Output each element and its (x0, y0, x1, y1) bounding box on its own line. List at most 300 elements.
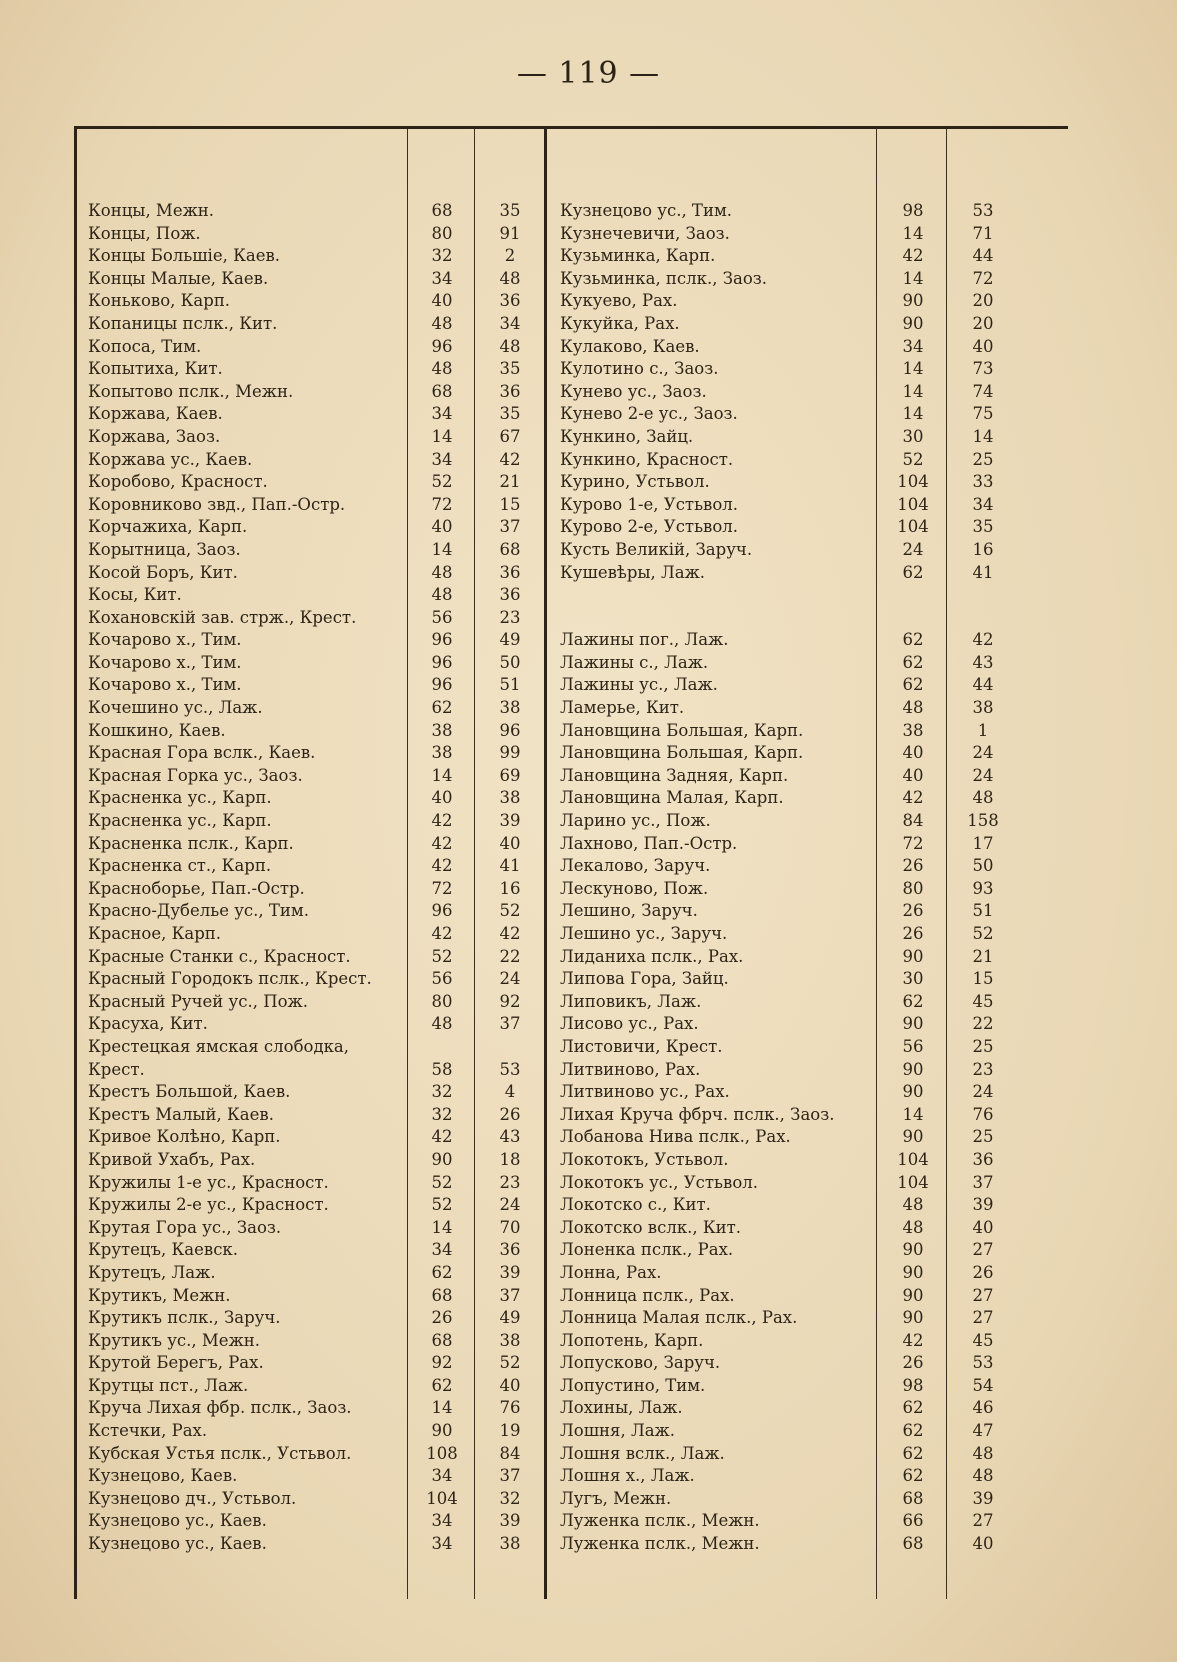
column-value-b: 40 (499, 1375, 521, 1395)
table-row (558, 1262, 1018, 1285)
column-value-b: 45 (972, 991, 994, 1011)
place-name: Коровниково звд., Пап.-Остр. (88, 494, 346, 514)
place-name: Курово 2-е, Устьвол. (560, 517, 738, 537)
place-name: Лановщина Задняя, Карп. (560, 765, 789, 785)
place-name: Красный Ручей ус., Пож. (88, 991, 308, 1011)
column-value-b: 40 (499, 833, 521, 853)
place-name: Липова Гора, Зайц. (560, 969, 729, 989)
column-value-a: 40 (902, 743, 924, 763)
column-value-b: 42 (499, 924, 521, 943)
column-value-a: 40 (431, 788, 453, 808)
place-name: Лошня х., Лаж. (560, 1466, 695, 1486)
column-value-b: 50 (499, 652, 521, 672)
table-row (86, 584, 545, 607)
column-value-a: 52 (431, 472, 453, 492)
place-name: Концы Малые, Каев. (88, 268, 269, 288)
place-name: Крутецъ, Лаж. (88, 1262, 216, 1282)
column-value-a: 26 (431, 1308, 453, 1328)
place-name: Лешино ус., Заруч. (560, 924, 728, 943)
table-row (558, 697, 1018, 720)
table-row (86, 1285, 545, 1308)
place-name: Локотокъ, Устьвол. (560, 1149, 729, 1169)
table-row (558, 1307, 1018, 1330)
column-value-a: 56 (431, 607, 453, 627)
table-row (86, 1194, 545, 1217)
column-value-a: 62 (902, 1421, 924, 1441)
column-value-b: 68 (499, 539, 521, 559)
column-value-b: 40 (972, 336, 994, 356)
place-name: Лонница пслк., Рах. (560, 1285, 735, 1305)
column-value-a: 34 (431, 1466, 453, 1486)
place-name: Коньково, Карп. (88, 291, 231, 311)
column-value-b: 72 (972, 268, 994, 288)
table-row (558, 1059, 1018, 1082)
table-border-left (74, 129, 77, 1599)
column-value-b: 38 (499, 698, 521, 718)
column-value-b: 49 (499, 630, 521, 650)
table-row (558, 787, 1018, 810)
table-row (86, 1488, 545, 1511)
column-value-b: 34 (499, 313, 521, 333)
table-row (86, 1375, 545, 1398)
column-value-b: 25 (972, 449, 994, 469)
table-row (86, 787, 545, 810)
column-value-b: 43 (499, 1127, 521, 1147)
column-value-b: 38 (499, 1534, 521, 1554)
column-value-a: 62 (431, 1375, 453, 1395)
place-name: Коржава, Заоз. (88, 426, 221, 446)
place-name: Красный Городокъ пслк., Крест. (88, 969, 372, 989)
column-value-a: 34 (431, 1240, 453, 1260)
column-value-b: 36 (499, 291, 521, 311)
table-row (86, 494, 545, 517)
column-value-b: 48 (972, 1466, 994, 1486)
column-value-a: 66 (902, 1511, 924, 1531)
place-name (558, 607, 878, 630)
place-name: Красноборье, Пап.-Остр. (88, 878, 305, 898)
table-row (86, 1081, 545, 1104)
column-value-a: 108 (426, 1443, 458, 1463)
place-name: Круча Лихая фбр. пслк., Заоз. (88, 1398, 352, 1418)
place-name: Луженка пслк., Межн. (560, 1534, 760, 1554)
table-row (86, 1104, 545, 1127)
table-row (558, 1036, 1018, 1059)
column-value-b: 37 (499, 1285, 521, 1305)
place-name: Красно-Дубелье ус., Тим. (88, 901, 309, 921)
place-name: Крестецкая ямская слободка, (88, 1036, 350, 1056)
column-value-b: 42 (972, 630, 994, 650)
column-value-a: 90 (902, 1082, 924, 1102)
column-value-a: 84 (902, 811, 924, 831)
place-name: Красненка ст., Карп. (88, 856, 272, 876)
place-name: Лоненка пслк., Рах. (560, 1240, 734, 1260)
place-name: Кузнечевичи, Заоз. (560, 223, 730, 243)
table-row (558, 562, 1018, 585)
place-name: Крест. (88, 1059, 145, 1079)
column-value-b: 36 (972, 1149, 994, 1169)
column-value-a: 72 (431, 494, 453, 514)
place-name: Лановщина Большая, Карп. (560, 720, 804, 740)
table-row (558, 426, 1018, 449)
column-value-a: 90 (902, 1127, 924, 1147)
column-value-a: 96 (431, 675, 453, 695)
column-value-a: 26 (902, 856, 924, 876)
column-value-a: 30 (902, 426, 924, 446)
column-value-a: 32 (431, 1082, 453, 1102)
place-name: Кунево 2-е ус., Заоз. (560, 404, 738, 424)
column-value-a: 90 (431, 1421, 453, 1441)
column-value-a: 62 (902, 652, 924, 672)
column-value-b: 73 (972, 359, 994, 379)
table-row (558, 1330, 1018, 1353)
place-name: Красные Станки с., Красност. (88, 946, 351, 966)
column-value-b: 27 (972, 1240, 994, 1260)
column-value-a: 62 (902, 630, 924, 650)
column-value-b: 33 (972, 472, 994, 492)
place-name: Локотокъ ус., Устьвол. (560, 1172, 758, 1192)
column-value-b: 21 (972, 946, 994, 966)
table-row (86, 1172, 545, 1195)
right-column (558, 200, 1018, 1556)
table-row (86, 426, 545, 449)
table-row (86, 652, 545, 675)
table-row (86, 1126, 545, 1149)
place-name: Лиданиха пслк., Рах. (560, 946, 744, 966)
place-name: Кункино, Красност. (560, 449, 734, 469)
place-name: Концы, Межн. (88, 201, 215, 220)
place-name: Корчажиха, Карп. (88, 517, 248, 537)
table-row (86, 855, 545, 878)
column-value-b: 93 (972, 878, 994, 898)
place-name: Крутикъ, Межн. (88, 1285, 231, 1305)
table-row (86, 968, 545, 991)
column-value-a: 58 (431, 1059, 453, 1079)
column-value-b: 99 (499, 743, 521, 763)
column-value-a: 62 (902, 675, 924, 695)
place-name: Красненка ус., Карп. (88, 788, 272, 808)
column-value-b: 37 (972, 1172, 994, 1192)
column-value-b: 16 (972, 539, 994, 559)
column-value-b: 75 (972, 404, 994, 424)
place-name: Лопусково, Заруч. (560, 1353, 721, 1373)
table-row (86, 923, 545, 946)
column-value-a (409, 1036, 475, 1059)
table-row (558, 449, 1018, 472)
column-value-a: 48 (902, 698, 924, 718)
place-name: Лугъ, Межн. (560, 1488, 672, 1508)
column-value-b: 22 (499, 946, 521, 966)
column-value-b: 35 (499, 359, 521, 379)
table-row (558, 1375, 1018, 1398)
table-row (86, 245, 545, 268)
column-value-a: 52 (431, 946, 453, 966)
place-name: Коржава ус., Каев. (88, 449, 253, 469)
table-row (86, 1352, 545, 1375)
table-row (558, 200, 1018, 223)
place-name: Кружилы 1-е ус., Красност. (88, 1172, 329, 1192)
place-name: Лошня, Лаж. (560, 1421, 675, 1441)
column-value-a: 90 (902, 946, 924, 966)
column-value-a: 90 (902, 313, 924, 333)
column-value-b: 27 (972, 1511, 994, 1531)
column-value-b: 54 (972, 1375, 994, 1395)
column-value-b: 53 (499, 1059, 521, 1079)
column-value-b: 76 (972, 1104, 994, 1124)
column-value-b: 46 (972, 1398, 994, 1418)
table-row (558, 1420, 1018, 1443)
column-value-a: 14 (902, 404, 924, 424)
table-row (558, 313, 1018, 336)
table-row (86, 381, 545, 404)
table-row (86, 562, 545, 585)
column-value-b: 52 (499, 901, 521, 921)
column-value-b (948, 607, 1018, 630)
table-row (558, 765, 1018, 788)
column-value-a: 34 (431, 268, 453, 288)
column-value-a: 32 (431, 1104, 453, 1124)
column-value-b: 48 (499, 336, 521, 356)
column-value-b: 20 (972, 291, 994, 311)
column-value-b: 69 (499, 765, 521, 785)
table-row (558, 674, 1018, 697)
column-value-b: 2 (504, 246, 516, 266)
table-row (558, 1352, 1018, 1375)
place-name: Кружилы 2-е ус., Красност. (88, 1195, 329, 1215)
column-value-b: 39 (972, 1195, 994, 1215)
column-value-a: 40 (902, 765, 924, 785)
column-value-a: 48 (902, 1217, 924, 1237)
place-name: Кошкино, Каев. (88, 720, 226, 740)
column-value-a: 62 (902, 991, 924, 1011)
place-name: Красненка ус., Карп. (88, 811, 272, 831)
column-value-a: 56 (431, 969, 453, 989)
column-value-a: 34 (431, 449, 453, 469)
column-value-b: 32 (499, 1488, 521, 1508)
column-value-a: 96 (431, 901, 453, 921)
column-value-b: 25 (972, 1127, 994, 1147)
column-value-b: 44 (972, 675, 994, 695)
table-row (86, 742, 545, 765)
column-value-a: 34 (431, 404, 453, 424)
place-name: Кузнецово, Каев. (88, 1466, 238, 1486)
place-name: Копоса, Тим. (88, 336, 202, 356)
column-value-b: 40 (972, 1217, 994, 1237)
table-row (558, 742, 1018, 765)
column-value-a: 104 (897, 472, 929, 492)
place-name: Курино, Устьвол. (560, 472, 710, 492)
place-name: Коржава, Каев. (88, 404, 223, 424)
table-row (558, 290, 1018, 313)
place-name: Кункино, Зайц. (560, 426, 694, 446)
table-row (86, 471, 545, 494)
table-row (558, 268, 1018, 291)
column-value-b: 158 (967, 811, 999, 831)
place-name: Концы, Пож. (88, 223, 201, 243)
table-row (558, 1081, 1018, 1104)
column-value-a: 68 (431, 1330, 453, 1350)
column-value-b: 23 (499, 1172, 521, 1192)
place-name: Курово 1-е, Устьвол. (560, 494, 738, 514)
column-value-b: 37 (499, 1466, 521, 1486)
place-name: Липовикъ, Лаж. (560, 991, 702, 1011)
column-value-b: 48 (972, 1443, 994, 1463)
column-value-b: 36 (499, 1240, 521, 1260)
column-value-a: 48 (431, 359, 453, 379)
place-name: Лобанова Нива пслк., Рах. (560, 1127, 791, 1147)
place-name: Кусть Великій, Заруч. (560, 539, 753, 559)
column-value-a: 52 (902, 449, 924, 469)
column-value-a: 104 (897, 1172, 929, 1192)
table-row (86, 1465, 545, 1488)
table-row (86, 991, 545, 1014)
column-value-b: 51 (499, 675, 521, 695)
column-value-b: 40 (972, 1534, 994, 1554)
column-value-a: 48 (431, 1014, 453, 1034)
table-row (558, 991, 1018, 1014)
column-value-a: 90 (902, 1285, 924, 1305)
column-value-a: 98 (902, 201, 924, 220)
place-name: Косы, Кит. (88, 585, 182, 605)
column-value-a (878, 607, 948, 630)
column-value-a: 48 (431, 313, 453, 333)
column-value-a: 62 (902, 1443, 924, 1463)
column-value-a: 80 (431, 223, 453, 243)
column-value-a: 48 (431, 585, 453, 605)
column-value-a: 90 (902, 291, 924, 311)
column-value-b: 48 (972, 788, 994, 808)
table-row (86, 1059, 545, 1082)
place-name: Лонна, Рах. (560, 1262, 662, 1282)
column-value-a: 38 (431, 720, 453, 740)
column-value-a: 92 (431, 1353, 453, 1373)
table-row (86, 1443, 545, 1466)
table-row (86, 200, 545, 223)
place-name: Локотско с., Кит. (560, 1195, 711, 1215)
place-name: Красное, Карп. (88, 924, 222, 943)
table-row (558, 1239, 1018, 1262)
place-name (558, 584, 878, 607)
column-value-a: 104 (897, 517, 929, 537)
place-name: Кузьминка, Карп. (560, 246, 716, 266)
column-value-a: 90 (902, 1262, 924, 1282)
place-name: Кохановскій зав. стрж., Крест. (88, 607, 357, 627)
place-name: Лажины ус., Лаж. (560, 675, 718, 695)
column-value-a: 104 (426, 1488, 458, 1508)
column-value-a: 42 (902, 246, 924, 266)
place-name: Корытница, Заоз. (88, 539, 241, 559)
place-name: Крутикъ пслк., Заруч. (88, 1308, 281, 1328)
column-value-a: 80 (902, 878, 924, 898)
table-row (558, 539, 1018, 562)
table-row (86, 1036, 545, 1059)
column-value-b: 39 (499, 1262, 521, 1282)
column-value-a: 14 (902, 381, 924, 401)
column-value-a: 48 (431, 562, 453, 582)
column-value-a: 42 (431, 924, 453, 943)
column-value-a: 42 (431, 811, 453, 831)
column-value-a: 52 (431, 1195, 453, 1215)
column-value-b: 4 (504, 1082, 516, 1102)
column-value-a: 62 (902, 562, 924, 582)
column-value-b: 45 (972, 1330, 994, 1350)
place-name: Крутцы пст., Лаж. (88, 1375, 249, 1395)
place-name: Кстечки, Рах. (88, 1421, 208, 1441)
table-row (558, 1126, 1018, 1149)
table-row (86, 810, 545, 833)
place-name: Кубская Устья пслк., Устьвол. (88, 1443, 352, 1463)
table-row (86, 1307, 545, 1330)
table-row (86, 833, 545, 856)
column-value-a: 30 (902, 969, 924, 989)
column-value-a: 68 (431, 1285, 453, 1305)
table-row (558, 1013, 1018, 1036)
place-name: Кулаково, Каев. (560, 336, 700, 356)
column-value-a: 90 (902, 1240, 924, 1260)
column-value-b: 24 (499, 969, 521, 989)
table-row (558, 968, 1018, 991)
place-name: Кочарово х., Тим. (88, 652, 242, 672)
place-name: Ларино ус., Пож. (560, 811, 711, 831)
place-name: Кукуево, Рах. (560, 291, 678, 311)
place-name: Кочарово х., Тим. (88, 630, 242, 650)
column-value-b: 35 (499, 404, 521, 424)
table-row (86, 1420, 545, 1443)
place-name: Крутой Берегъ, Рах. (88, 1353, 264, 1373)
column-value-b: 84 (499, 1443, 521, 1463)
table-row (558, 878, 1018, 901)
column-value-a: 90 (902, 1308, 924, 1328)
column-value-b: 71 (972, 223, 994, 243)
table-row (558, 1510, 1018, 1533)
column-value-a: 38 (431, 743, 453, 763)
table-row (86, 358, 545, 381)
table-row (86, 1330, 545, 1353)
column-value-a: 72 (431, 878, 453, 898)
column-value-a: 96 (431, 652, 453, 672)
column-value-b: 91 (499, 223, 521, 243)
place-name: Лохины, Лаж. (560, 1398, 683, 1418)
table-row (86, 878, 545, 901)
place-name: Кузнецово дч., Устьвол. (88, 1488, 297, 1508)
column-value-b: 38 (499, 1330, 521, 1350)
column-value-b: 96 (499, 720, 521, 740)
column-value-a: 40 (431, 291, 453, 311)
place-name: Листовичи, Крест. (560, 1036, 723, 1056)
column-value-b: 21 (499, 472, 521, 492)
place-name: Концы Большіе, Каев. (88, 246, 280, 266)
column-value-b: 14 (972, 426, 994, 446)
column-value-b: 38 (499, 788, 521, 808)
table-row (86, 765, 545, 788)
place-name: Лонница Малая пслк., Рах. (560, 1308, 798, 1328)
table-row (558, 1172, 1018, 1195)
place-name: Лановщина Большая, Карп. (560, 743, 804, 763)
table-row (558, 403, 1018, 426)
place-name: Лекалово, Заруч. (560, 856, 711, 876)
table-row (558, 336, 1018, 359)
column-value-a: 98 (902, 1375, 924, 1395)
column-value-b: 43 (972, 652, 994, 672)
table-row (86, 1239, 545, 1262)
table-row (558, 1285, 1018, 1308)
table-row (558, 1397, 1018, 1420)
column-value-a: 42 (431, 833, 453, 853)
column-value-b: 19 (499, 1421, 521, 1441)
column-value-b (948, 584, 1018, 607)
table-row (558, 855, 1018, 878)
column-value-b: 24 (499, 1195, 521, 1215)
column-value-a: 62 (902, 1398, 924, 1418)
